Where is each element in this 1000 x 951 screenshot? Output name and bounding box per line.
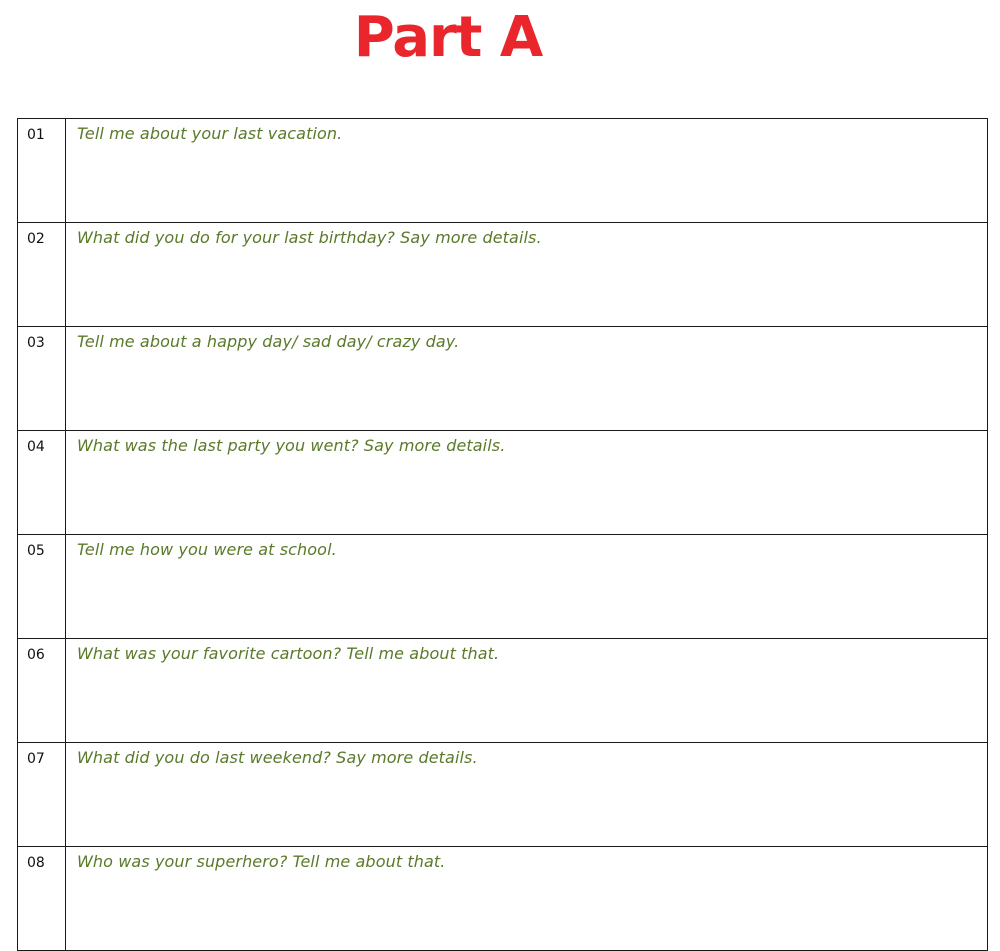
question-text: What was your favorite cartoon? Tell me about that. (66, 639, 988, 743)
question-text: Who was your superhero? Tell me about that. (66, 847, 988, 951)
question-number: 06 (18, 639, 66, 743)
question-row (18, 535, 988, 639)
question-text: Tell me how you were at school. (66, 535, 988, 639)
question-row (18, 431, 988, 535)
questions-table (17, 118, 988, 951)
question-row (18, 639, 988, 743)
question-number: 01 (18, 119, 66, 223)
question-text: What did you do for your last birthday? Say more details. (66, 223, 988, 327)
question-text: What was the last party you went? Say more details. (66, 431, 988, 535)
question-row (18, 327, 988, 431)
page-title: Part A (353, 5, 543, 70)
question-number: 07 (18, 743, 66, 847)
question-row (18, 743, 988, 847)
question-number: 03 (18, 327, 66, 431)
question-row (18, 223, 988, 327)
question-number: 05 (18, 535, 66, 639)
question-text: Tell me about a happy day/ sad day/ crazy day. (66, 327, 988, 431)
question-number: 08 (18, 847, 66, 951)
question-number: 02 (18, 223, 66, 327)
question-row (18, 119, 988, 223)
question-text: Tell me about your last vacation. (66, 119, 988, 223)
question-row (18, 847, 988, 951)
questions-table-body (18, 119, 988, 951)
question-text: What did you do last weekend? Say more details. (66, 743, 988, 847)
question-number: 04 (18, 431, 66, 535)
